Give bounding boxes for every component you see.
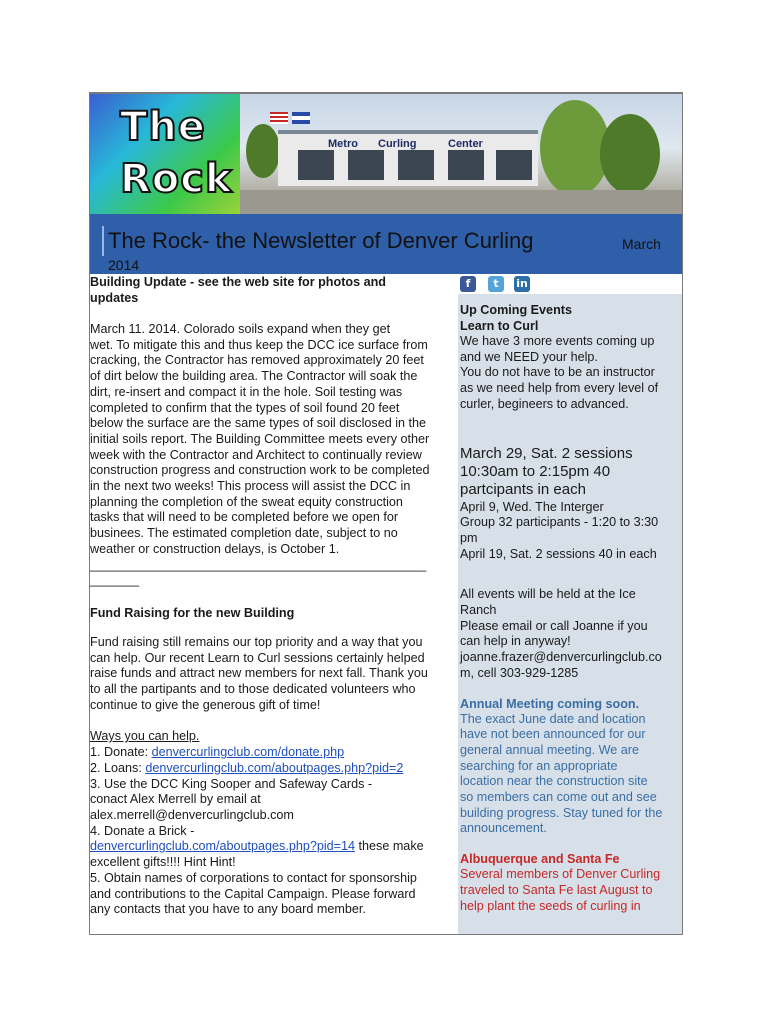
linkedin-icon[interactable]: in (514, 276, 530, 292)
divider-rule: _______ (90, 573, 140, 588)
parking-lot (240, 190, 682, 214)
text-line: 4. Donate a Brick - (90, 823, 195, 838)
text-line: Group 32 participants - 1:20 to 3:30 (460, 515, 659, 530)
text-line: businees. The estimated completion date, subject to no (90, 526, 398, 541)
building-facade (278, 130, 538, 186)
text-line: completed to confirm that the types of soil found 20 feet (90, 400, 400, 415)
text-line: conact Alex Merrell by email at (90, 792, 261, 807)
albuquerque-heading: Albuquerque and Santa Fe (460, 852, 620, 867)
sidebar (458, 294, 682, 934)
text-line: week with the Contractor and Architect to continually review (90, 447, 422, 462)
text-line: March 11. 2014. Colorado soils expand when they get (90, 322, 391, 336)
fund-raising-body (90, 635, 453, 714)
text-line: 5. Obtain names of corporations to contact for sponsorship (90, 870, 417, 885)
text-line: can help. Our recent Learn to Curl sessions certainly helped (90, 650, 425, 665)
loans-item: 2. Loans: denvercurlingclub.com/aboutpages.php?pid=2 (90, 760, 404, 775)
text-line: building progress. Stay tuned for the (460, 805, 663, 820)
text-line: traveled to Santa Fe last August to (460, 882, 653, 897)
sign-word-1: Metro (328, 138, 358, 150)
upcoming-events-heading: Up Coming Events (460, 303, 572, 317)
annual-meeting-heading: Annual Meeting coming soon. (460, 696, 640, 711)
text-line: wet. To mitigate this and thus keep the DCC ice surface from (90, 337, 428, 352)
facebook-icon[interactable]: f (460, 276, 476, 292)
text-line: curler, begineers to advanced. (460, 396, 629, 411)
text-line: and contributions to the Capital Campaign. Please forward (90, 886, 416, 901)
text-line: below the surface are the same types of soil disclosed in the (90, 416, 427, 431)
donate-link[interactable]: denvercurlingclub.com/donate.php (151, 745, 345, 760)
text-line: weather or construction delays, is October 1. (90, 541, 340, 556)
social-links (458, 276, 658, 294)
text-line: help plant the seeds of curling in (460, 898, 641, 913)
donate-item: 1. Donate: denvercurlingclub.com/donate.php (90, 745, 345, 760)
text-line: The exact June date and location (460, 711, 646, 726)
contact-phone: m, cell 303-929-1285 (460, 665, 579, 680)
loans-link[interactable]: denvercurlingclub.com/aboutpages.php?pid=2 (145, 760, 404, 775)
title-bar (90, 214, 682, 274)
april-sessions (460, 500, 680, 563)
issue-year: 2014 (108, 257, 140, 273)
text-line: can help in anyway! (460, 634, 571, 649)
text-line: alex.merrell@denvercurlingclub.com (90, 807, 294, 822)
text-line: Ranch (460, 603, 497, 618)
text-line: excellent gifts!!!! Hint Hint! (90, 855, 236, 870)
tree-far-right (600, 114, 660, 194)
text-line: have not been announced for our (460, 727, 646, 742)
fund-raising-heading: Fund Raising for the new Building (90, 605, 295, 620)
text-line: Please email or call Joanne if you (460, 618, 648, 633)
text-line: April 9, Wed. The Interger (460, 499, 604, 514)
contact-email: joanne.frazer@denvercurlingclub.co (460, 650, 662, 665)
text-line: partcipants in each (460, 480, 586, 498)
learn-to-curl-heading: Learn to Curl (460, 319, 539, 333)
brick-link[interactable]: denvercurlingclub.com/aboutpages.php?pid=14 (90, 839, 356, 854)
text-line: raise funds and attract new members for next fall. Thank you (90, 666, 428, 681)
sign-word-2: Curling (378, 138, 417, 150)
us-flag-icon (270, 112, 288, 124)
ice-ranch-info (460, 587, 680, 681)
ways-to-help (90, 729, 453, 917)
text-line: and we NEED your help. (460, 349, 598, 364)
text-line: location near the construction site (460, 774, 648, 789)
text-line: to all the partipants and to those dedicated volunteers who (90, 682, 416, 697)
building-update-body (90, 322, 453, 589)
learn-to-curl-body (460, 334, 680, 413)
issue-month: March (622, 236, 661, 252)
text-line: searching for an appropriate (460, 758, 618, 773)
annual-meeting-body (460, 712, 680, 838)
text-line: announcement. (460, 821, 547, 836)
text-line: pm (460, 530, 478, 545)
twitter-icon[interactable]: t (488, 276, 504, 292)
text-line: Several members of Denver Curling (460, 867, 661, 882)
main-column (90, 274, 453, 918)
text-line: dirt, re-insert and compact it in the hole. Soil testing was (90, 384, 403, 399)
ways-heading: Ways you can help. (90, 729, 200, 744)
albuquerque-body (460, 867, 680, 914)
building-rendering (240, 94, 682, 214)
text-line: 3. Use the DCC King Sooper and Safeway Cards - (90, 776, 373, 791)
text-line: general annual meeting. We are (460, 742, 639, 757)
the-rock-logo (90, 94, 240, 214)
text-line: You do not have to be an instructor (460, 365, 655, 380)
text-line: All events will be held at the Ice (460, 587, 636, 602)
text-line: April 19, Sat. 2 sessions 40 in each (460, 546, 657, 561)
text-line: We have 3 more events coming up (460, 334, 655, 348)
text-line: 10:30am to 2:15pm 40 (460, 462, 611, 480)
text-line: any contacts that you have to any board member. (90, 902, 366, 917)
newsletter-page (89, 92, 683, 935)
march-session (460, 445, 680, 499)
sign-word-3: Center (448, 138, 483, 150)
divider-rule: ________________________________________________ (90, 557, 427, 572)
text-line: in the next two weeks! This process will assist the DCC in (90, 479, 411, 494)
text-line: construction progress and construction work to be completed (90, 463, 430, 478)
tree-left (246, 124, 280, 178)
brick-item: denvercurlingclub.com/aboutpages.php?pid=14 these make (90, 839, 424, 854)
text-line: as we need help from every level of (460, 381, 659, 396)
colorado-flag-icon (292, 112, 310, 124)
building-update-heading: Building Update - see the web site for photos and updates (90, 275, 386, 305)
text-line: tasks that will need to be completed before we open for (90, 510, 399, 525)
text-line: continue to give the generous gift of time! (90, 697, 321, 712)
logo-line-2: Rock (120, 156, 233, 202)
text-line: so members can come out and see (460, 790, 657, 805)
text-line: of dirt below the building area. The Contractor will soak the (90, 369, 418, 384)
text-line: Fund raising still remains our top priority and a way that you (90, 634, 423, 649)
header-banner (90, 94, 682, 214)
newsletter-title: The Rock- the Newsletter of Denver Curling (108, 228, 534, 253)
text-line: March 29, Sat. 2 sessions (460, 444, 633, 462)
text-line: initial soils report. The Building Committee meets every other (90, 431, 430, 446)
text-line: planning the completion of the sweat equity construction (90, 494, 403, 509)
text-line: cracking, the Contractor has removed approximately 20 feet (90, 353, 424, 368)
logo-line-1: The (120, 104, 206, 150)
